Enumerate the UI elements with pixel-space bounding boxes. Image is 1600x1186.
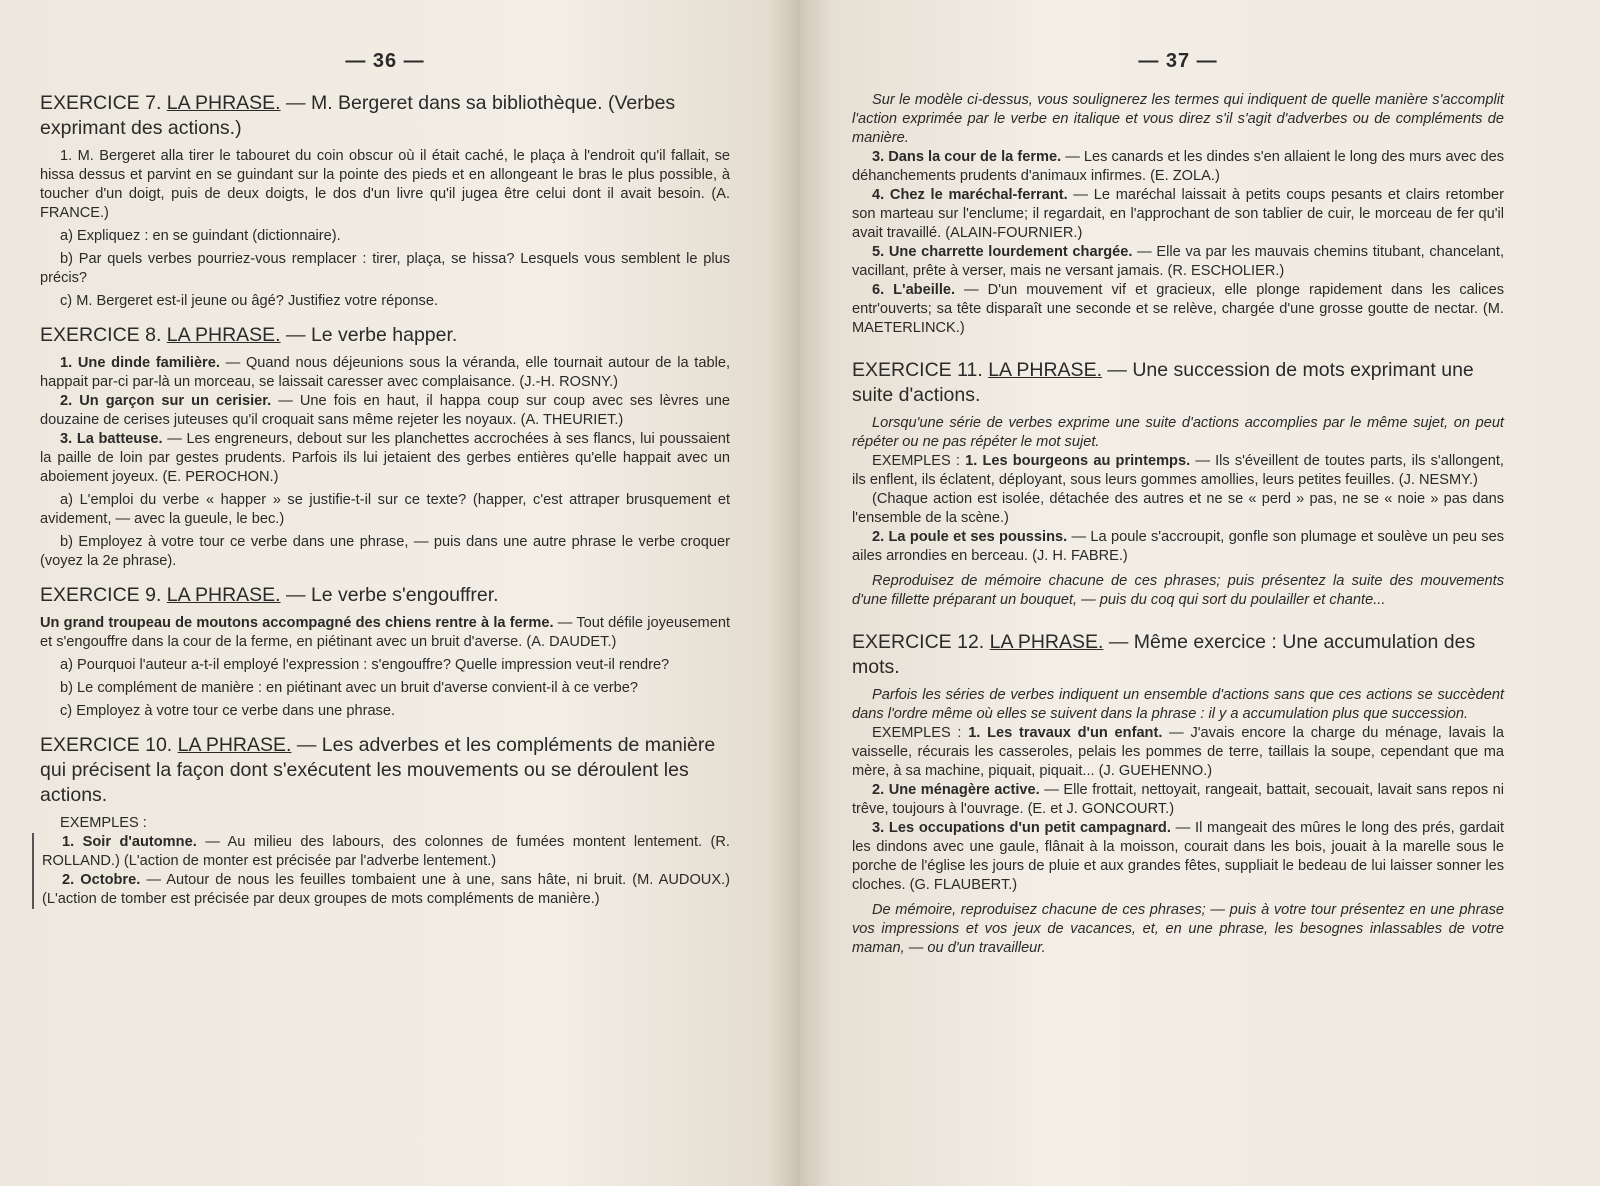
paragraph	[40, 614, 730, 652]
question-b: b) Employez à votre tour ce verbe dans une phrase, — puis dans une autre phrase le verbe croquer (voyez la 2e phrase).	[40, 534, 730, 569]
paragraph-heading: 5. Une charrette lourdement chargée.	[872, 244, 1133, 260]
exercise-number: EXERCICE 10.	[40, 734, 178, 756]
paragraph-text: — Les canards et les dindes s'en allaient le long des murs avec des déhanchements prudents d'animaux infirmes. (E. ZOLA.)	[852, 149, 1504, 184]
question-b: b) Par quels verbes pourriez-vous remplacer : tirer, plaça, se hissa? Lesquels vous semblent le plus précis?	[40, 251, 730, 286]
question-a: a) L'emploi du verbe « happer » se justifie-t-il sur ce texte? (happer, c'est attraper brusquement et avidement, — avec la gueule, le bec.)	[40, 492, 730, 527]
spacer	[852, 338, 1504, 346]
examples-brace	[32, 833, 730, 909]
paragraph-heading: 1. Une dinde familière.	[60, 355, 220, 371]
question-a: a) Expliquez : en se guindant (dictionnaire).	[60, 228, 341, 244]
paragraph-text: — Quand nous déjeunions sous la véranda, elle tournait autour de la table, happait par-ci par-là un morceau, se laissait caresser avec complaisance. (J.-H. ROSNY.)	[40, 355, 730, 390]
paragraph-text: — Le maréchal laissait à petits coups pesants et clairs retomber son marteau sur l'enclume; il regardait, en l'approchant de son tablier de cuir, le morceau de fer qu'il avait travaillé. (ALAIN-FOURNIER.)	[852, 187, 1504, 241]
paragraph-text: — Les engreneurs, debout sur les planchettes accrochées à ses flancs, lui poussaient la paille de loin par gestes prudents. Parfois ils lui jetaient des gerbes entières qu'elle happait avec un aboiement joyeux. (E. PEROCHON.)	[40, 431, 730, 485]
paragraph	[852, 148, 1504, 186]
paragraph-text: — Une fois en haut, il happa coup sur coup avec ses lèvres une douzaine de cerises juteuses qu'il croquait sans même rejeter les noyaux. (A. THEURIET.)	[40, 393, 730, 428]
paragraph	[852, 724, 1504, 781]
paragraph-text: — Ils s'éveillent de toutes parts, ils s'allongent, ils enflent, ils éclatent, déployant, sous leurs gommes amollies, leurs petites feuilles. (J. NESMY.)	[852, 453, 1504, 488]
paragraph	[852, 781, 1504, 819]
exercise-10-continued	[852, 91, 1504, 338]
paragraph-heading: 3. Les occupations d'un petit campagnard.	[872, 820, 1171, 836]
exercise-label: LA PHRASE.	[166, 324, 281, 346]
paragraph-text: — Au milieu des labours, des colonnes de fumées montent lentement. (R. ROLLAND.) (L'action de monter est précisée par l'adverbe lentement.)	[42, 834, 730, 869]
paragraph-heading: 1. Les bourgeons au printemps.	[965, 453, 1191, 469]
examples-label: EXEMPLES :	[872, 453, 966, 469]
paragraph	[40, 430, 730, 487]
paragraph	[852, 819, 1504, 895]
exercise-number: EXERCICE 8.	[40, 324, 167, 346]
paragraph-heading: 2. Octobre.	[62, 872, 141, 888]
instructions: Sur le modèle ci-dessus, vous soulignerez les termes qui indiquent de quelle manière s'accomplit l'action exprimée par le verbe en italique et vous direz s'il s'agit d'adverbes ou de compléments de manière.	[852, 92, 1504, 146]
paragraph	[852, 452, 1504, 490]
paragraph-heading: 2. La poule et ses poussins.	[872, 529, 1068, 545]
exercise-text: 1. M. Bergeret alla tirer le tabouret du coin obscur où il était caché, le plaça à l'endroit qu'il fallait, se hissa dessus et parvint en se guindant sur la pointe des pieds et en allongeant le bras le plus possible, à toucher d'un doigt, puis de deux doigts, le dos d'un livre qu'il jugea être celui dont il avait besoin. (A. FRANCE.)	[40, 148, 730, 221]
paragraph-text: — Tout défile joyeusement et s'engouffre dans la cour de la ferme, en piétinant avec un bruit d'averse. (A. DAUDET.)	[40, 615, 730, 650]
exercise-label: LA PHRASE.	[988, 359, 1102, 381]
spacer	[852, 610, 1504, 618]
examples-label: EXEMPLES :	[872, 725, 969, 741]
exercise-9	[40, 583, 730, 721]
exercise-7	[40, 91, 730, 311]
question-b: b) Le complément de manière : en piétinant avec un bruit d'averse convient-il à ce verbe?	[60, 680, 638, 696]
exercise-label: LA PHRASE.	[989, 631, 1104, 653]
exercise-number: EXERCICE 9.	[40, 584, 167, 606]
paragraph	[42, 871, 730, 909]
page-number: — 36 —	[345, 50, 425, 72]
paragraph-heading: 2. Une ménagère active.	[872, 782, 1040, 798]
right-page	[800, 0, 1600, 1186]
instructions: Lorsqu'une série de verbes exprime une suite d'actions accomplies par le même sujet, on peut répéter ou ne pas répéter le mot sujet.	[852, 415, 1504, 450]
examples-label: EXEMPLES :	[60, 815, 147, 831]
paragraph-heading: 3. Dans la cour de la ferme.	[872, 149, 1062, 165]
paragraph-text: — Autour de nous les feuilles tombaient une à une, sans hâte, ni bruit. (M. AUDOUX.) (L'action de tomber est précisée par deux groupes de mots compléments de manière.)	[42, 872, 730, 907]
note: (Chaque action est isolée, détachée des autres et ne se « perd » pas, ne se « noie » pas dans l'ensemble de la scène.)	[852, 491, 1504, 526]
exercise-title	[40, 91, 730, 141]
exercise-10	[40, 733, 730, 909]
paragraph	[852, 528, 1504, 566]
paragraph-text: — D'un mouvement vif et gracieux, elle plonge rapidement dans les calices entr'ouverts; sa tête disparaît une seconde et se relève, chargée d'une grosse goutte de nectar. (M. MAETERLINCK.)	[852, 282, 1504, 336]
exercise-subject: — Une succession de mots exprimant une suite d'actions.	[852, 359, 1474, 406]
exercise-label: LA PHRASE.	[166, 92, 281, 114]
exercise-label: LA PHRASE.	[177, 734, 292, 756]
exercise-8	[40, 323, 730, 571]
exercise-number: EXERCICE 7.	[40, 92, 167, 114]
exercise-number: EXERCICE 12.	[852, 631, 990, 653]
page-number: — 37 —	[1138, 50, 1218, 72]
paragraph	[852, 243, 1504, 281]
exercise-subject: — Le verbe happer.	[280, 324, 458, 346]
paragraph	[40, 354, 730, 392]
exercise-title	[40, 733, 730, 808]
exercise-title	[40, 323, 730, 348]
paragraph	[42, 833, 730, 871]
exercise-subject: — Le verbe s'engouffrer.	[280, 584, 499, 606]
paragraph	[852, 186, 1504, 243]
instructions: Parfois les séries de verbes indiquent un ensemble d'actions sans que ces actions se succèdent dans l'ordre même où elles se suivent dans la phrase : il y a accumulation plus que succession.	[852, 687, 1504, 722]
exercise-label: LA PHRASE.	[166, 584, 281, 606]
paragraph-heading: 2. Un garçon sur un cerisier.	[60, 393, 272, 409]
exercise-12	[852, 630, 1504, 958]
paragraph-text: — Elle frottait, nettoyait, rangeait, battait, secouait, lavait sans repos ni trêve, toujours à l'ouvrage. (E. et J. GONCOURT.)	[852, 782, 1504, 817]
paragraph	[852, 281, 1504, 338]
paragraph	[40, 392, 730, 430]
paragraph-heading: 1. Les travaux d'un enfant.	[968, 725, 1163, 741]
exercise-subject: — M. Bergeret dans sa bibliothèque. (Verbes exprimant des actions.)	[40, 92, 676, 139]
exercise-title	[852, 630, 1504, 680]
exercise-title	[852, 358, 1504, 408]
question-a: a) Pourquoi l'auteur a-t-il employé l'expression : s'engouffre? Quelle impression veut-il rendre?	[60, 657, 670, 673]
exercise-subject: — Même exercice : Une accumulation des mots.	[852, 631, 1476, 678]
exercise-subject: — Les adverbes et les compléments de manière qui précisent la façon dont s'exécutent les mouvements ou se déroulent les actions.	[40, 734, 716, 806]
question-c: c) M. Bergeret est-il jeune ou âgé? Justifiez votre réponse.	[60, 293, 439, 309]
paragraph-heading: 1. Soir d'automne.	[62, 834, 197, 850]
paragraph-heading: 4. Chez le maréchal-ferrant.	[872, 187, 1068, 203]
paragraph-text: — Il mangeait des mûres le long des prés, gardait les dindons avec une gaule, flânait à la moisson, courait dans les bois, jouait à la marelle sous le porche de l'église les jours de pluie et aux grandes fêtes, suppliait le bedeau de lui laisser sonner les cloches. (G. FLAUBERT.)	[852, 820, 1504, 893]
paragraph-text: — La poule s'accroupit, gonfle son plumage et soulève un peu ses ailes arrondies en berceau. (J. H. FABRE.)	[852, 529, 1504, 564]
paragraph-text: — Elle va par les mauvais chemins titubant, chancelant, vacillant, prête à verser, mais ne versant jamais. (R. ESCHOLIER.)	[852, 244, 1504, 279]
paragraph-heading: Un grand troupeau de moutons accompagné des chiens rentre à la ferme.	[40, 615, 554, 631]
question-c: c) Employez à votre tour ce verbe dans une phrase.	[60, 703, 396, 719]
exercise-title	[40, 583, 730, 608]
paragraph-heading: 3. La batteuse.	[60, 431, 163, 447]
exercise-11	[852, 358, 1504, 610]
paragraph-heading: 6. L'abeille.	[872, 282, 956, 298]
exercise-number: EXERCICE 11.	[852, 359, 989, 381]
instructions: Reproduisez de mémoire chacune de ces phrases; puis présentez la suite des mouvements d'une fillette préparant un bouquet, — puis du coq qui sort du poulailler et chante...	[852, 573, 1504, 608]
paragraph-text: — J'avais encore la charge du ménage, lavais la vaisselle, récurais les casseroles, pelais les pommes de terre, taillais la soupe, cependant que ma mère, à sa machine, piquait, piquait... (J. GUEHENNO.)	[852, 725, 1504, 779]
instructions: De mémoire, reproduisez chacune de ces phrases; — puis à votre tour présentez en une phrase vos impressions et vos jeux de vacances, et, en une phrase, les besognes inlassables de votre maman, — ou d'un travailleur.	[852, 902, 1504, 956]
